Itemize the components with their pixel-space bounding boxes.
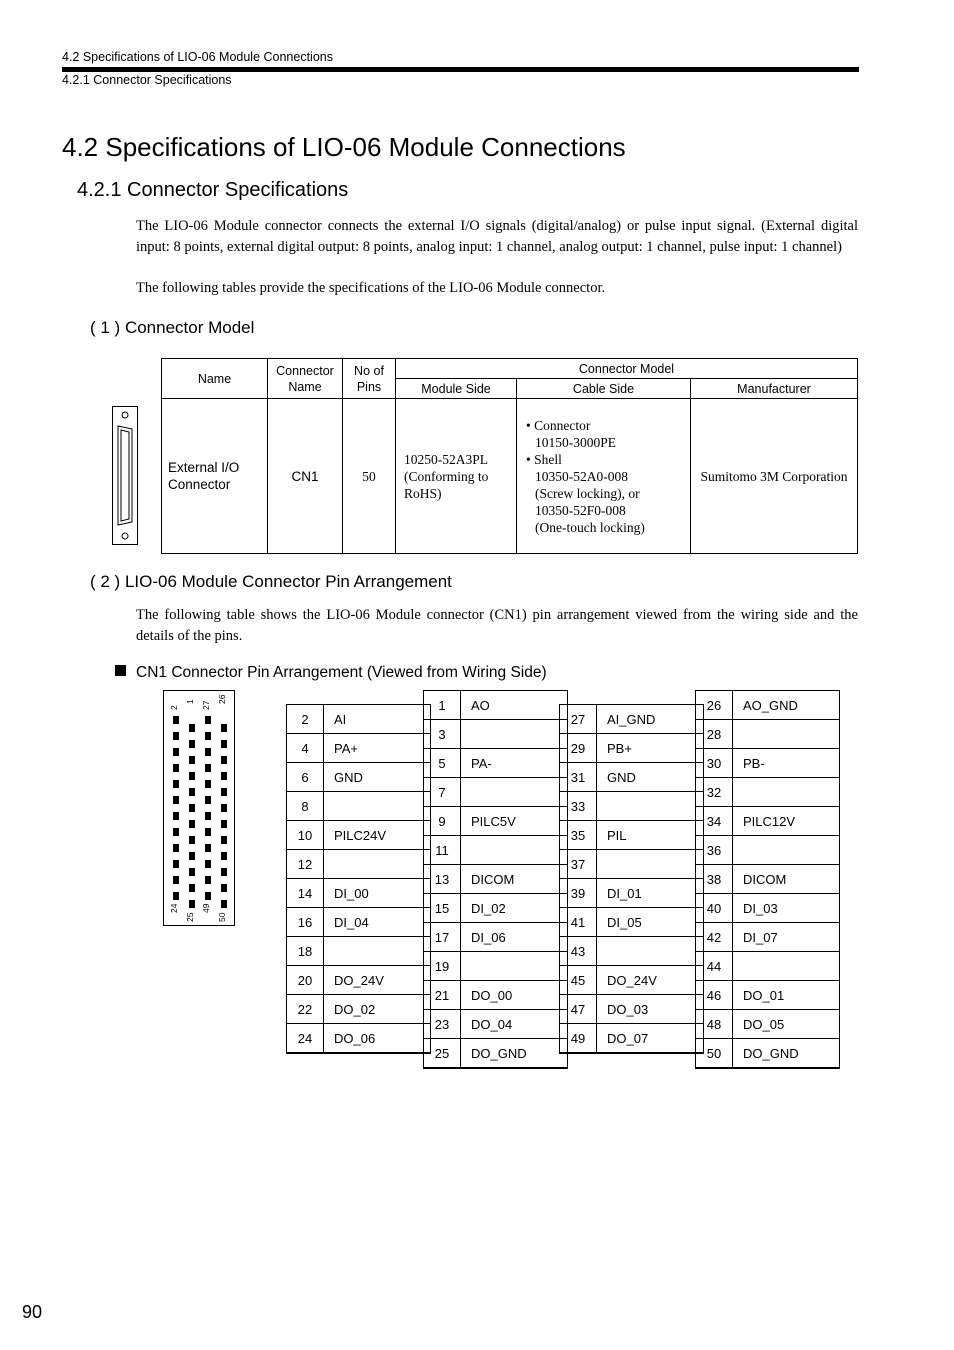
pin-number: 36	[696, 836, 733, 865]
cell-connector-name: CN1	[268, 399, 343, 554]
pin-table-column-2	[423, 690, 568, 1069]
pin-square	[205, 860, 211, 868]
pin-row	[696, 981, 840, 1010]
pin-signal: DICOM	[733, 865, 840, 894]
cable-line: 10150-3000PE	[535, 434, 616, 450]
header-no-of-pins: No of Pins	[343, 359, 396, 399]
pin-row	[560, 821, 704, 850]
pin-signal: GND	[597, 763, 704, 792]
pin-signal: PB+	[597, 734, 704, 763]
pin-square	[221, 756, 227, 764]
pin-number: 20	[287, 966, 324, 995]
pin-square	[189, 900, 195, 908]
pin-square	[173, 844, 179, 852]
pin-signal: DO_01	[733, 981, 840, 1010]
pin-row	[560, 763, 704, 792]
pin-square	[205, 828, 211, 836]
pin-number: 16	[287, 908, 324, 937]
pin-signal: DO_03	[597, 995, 704, 1024]
pin-number: 47	[560, 995, 597, 1024]
pin-square	[189, 740, 195, 748]
pin-number: 35	[560, 821, 597, 850]
pin-signal	[733, 778, 840, 807]
pin-number: 40	[696, 894, 733, 923]
pin-number: 11	[424, 836, 461, 865]
pin-row	[696, 807, 840, 836]
header-module-side: Module Side	[396, 379, 517, 399]
cell-pins: 50	[343, 399, 396, 554]
pin-square	[173, 716, 179, 724]
pin-signal: DI_07	[733, 923, 840, 952]
header-connector-name: Connector Name	[268, 359, 343, 399]
pin-row	[287, 850, 431, 879]
pin-number: 1	[424, 691, 461, 720]
pin-signal	[324, 937, 431, 966]
pin-layout-diagram	[163, 690, 236, 927]
pin-square	[205, 748, 211, 756]
pin-square	[189, 852, 195, 860]
pin-square	[189, 756, 195, 764]
header-name: Name	[162, 359, 268, 399]
pin-row	[287, 1024, 431, 1054]
pin-signal: DO_06	[324, 1024, 431, 1054]
pin-signal: DO_GND	[733, 1039, 840, 1069]
pin-number: 32	[696, 778, 733, 807]
pin-row	[287, 763, 431, 792]
diagram-label-2: 2	[169, 705, 179, 710]
pin-number: 26	[696, 691, 733, 720]
pin-row	[424, 1039, 568, 1069]
pin-signal: PB-	[733, 749, 840, 778]
pin-signal	[597, 792, 704, 821]
pin-row	[560, 879, 704, 908]
diagram-label-24: 24	[169, 903, 179, 913]
page-subtitle: 4.2.1 Connector Specifications	[77, 179, 349, 201]
bullet-square	[115, 665, 126, 676]
pin-square	[221, 740, 227, 748]
pin-number: 33	[560, 792, 597, 821]
pin-signal: DICOM	[461, 865, 568, 894]
pin-square	[173, 748, 179, 756]
pin-number: 49	[560, 1024, 597, 1054]
pin-row	[287, 995, 431, 1024]
pin-signal: DO_02	[324, 995, 431, 1024]
pin-row	[424, 923, 568, 952]
pin-row	[560, 995, 704, 1024]
pin-row	[696, 720, 840, 749]
pin-signal: GND	[324, 763, 431, 792]
pin-square	[189, 820, 195, 828]
pin-signal	[461, 778, 568, 807]
pin-row	[696, 749, 840, 778]
pin-row	[560, 908, 704, 937]
pin-signal: DO_00	[461, 981, 568, 1010]
pin-number: 48	[696, 1010, 733, 1039]
pin-row	[696, 836, 840, 865]
pin-square	[205, 844, 211, 852]
pin-row	[696, 923, 840, 952]
pin-signal: DI_03	[733, 894, 840, 923]
pin-number: 28	[696, 720, 733, 749]
pin-number: 31	[560, 763, 597, 792]
diagram-label-49: 49	[201, 903, 211, 913]
pin-number: 25	[424, 1039, 461, 1069]
pin-square	[205, 876, 211, 884]
running-header-section: 4.2 Specifications of LIO-06 Module Connections	[62, 50, 333, 64]
pin-row	[424, 807, 568, 836]
diagram-label-26: 26	[217, 694, 227, 704]
pin-signal: AO	[461, 691, 568, 720]
pin-number: 29	[560, 734, 597, 763]
pin-signal: AI	[324, 705, 431, 734]
header-manufacturer: Manufacturer	[691, 379, 858, 399]
pin-number: 22	[287, 995, 324, 1024]
pin-signal: DO_05	[733, 1010, 840, 1039]
pin-number: 43	[560, 937, 597, 966]
section-1-title: ( 1 ) Connector Model	[90, 318, 255, 337]
pin-signal: PILC12V	[733, 807, 840, 836]
header-cable-side: Cable Side	[517, 379, 691, 399]
cell-manufacturer: Sumitomo 3M Corporation	[691, 399, 858, 554]
header-connector-model: Connector Model	[396, 359, 858, 379]
pin-number: 9	[424, 807, 461, 836]
pin-number: 30	[696, 749, 733, 778]
pin-signal: DO_04	[461, 1010, 568, 1039]
cell-module-side: 10250-52A3PL (Conforming to RoHS)	[396, 399, 517, 554]
pin-number: 4	[287, 734, 324, 763]
pin-signal: PILC24V	[324, 821, 431, 850]
pin-row	[424, 691, 568, 720]
cable-line: 10350-52F0-008	[535, 502, 626, 518]
pin-signal: DO_24V	[324, 966, 431, 995]
pin-number: 44	[696, 952, 733, 981]
pin-square	[205, 764, 211, 772]
pin-signal: PA+	[324, 734, 431, 763]
pin-signal: PIL	[597, 821, 704, 850]
pin-square	[221, 836, 227, 844]
pin-signal	[733, 836, 840, 865]
pin-row	[287, 908, 431, 937]
pin-square	[189, 772, 195, 780]
cable-line: (Screw locking), or	[535, 485, 640, 501]
pin-signal: DO_GND	[461, 1039, 568, 1069]
pin-square	[189, 884, 195, 892]
pin-table-column-3	[559, 704, 704, 1054]
pin-number: 15	[424, 894, 461, 923]
pin-row	[424, 749, 568, 778]
cable-line: • Shell	[526, 451, 562, 467]
pin-number: 34	[696, 807, 733, 836]
pin-row	[560, 792, 704, 821]
pin-signal: AI_GND	[597, 705, 704, 734]
pin-square	[189, 724, 195, 732]
pin-row	[424, 720, 568, 749]
pin-number: 14	[287, 879, 324, 908]
pin-row	[424, 1010, 568, 1039]
pin-square	[173, 860, 179, 868]
pin-row	[287, 937, 431, 966]
pin-signal: DI_04	[324, 908, 431, 937]
pin-signal: PILC5V	[461, 807, 568, 836]
pin-square	[205, 716, 211, 724]
pin-row	[287, 821, 431, 850]
pin-row	[560, 734, 704, 763]
pin-square	[189, 836, 195, 844]
pin-row	[424, 778, 568, 807]
pin-square	[189, 868, 195, 876]
cell-name: External I/O Connector	[162, 399, 268, 554]
pin-row	[560, 1024, 704, 1054]
pin-row	[696, 952, 840, 981]
pin-square	[205, 732, 211, 740]
pin-row	[696, 894, 840, 923]
pin-signal	[324, 850, 431, 879]
pin-number: 45	[560, 966, 597, 995]
pin-number: 13	[424, 865, 461, 894]
pin-number: 6	[287, 763, 324, 792]
pin-signal: DI_05	[597, 908, 704, 937]
pin-square	[205, 892, 211, 900]
pin-square	[221, 724, 227, 732]
pin-number: 5	[424, 749, 461, 778]
diagram-label-1: 1	[185, 699, 195, 704]
pin-number: 8	[287, 792, 324, 821]
pin-row	[424, 836, 568, 865]
pin-number: 23	[424, 1010, 461, 1039]
pin-number: 19	[424, 952, 461, 981]
pin-number: 41	[560, 908, 597, 937]
pin-row	[424, 952, 568, 981]
pin-number: 24	[287, 1024, 324, 1054]
pin-number: 46	[696, 981, 733, 1010]
pin-row	[424, 981, 568, 1010]
pin-square	[173, 876, 179, 884]
pin-row	[560, 966, 704, 995]
page-number: 90	[22, 1302, 43, 1322]
pin-square	[173, 892, 179, 900]
pin-square	[173, 764, 179, 772]
pin-signal: PA-	[461, 749, 568, 778]
pin-square	[173, 732, 179, 740]
pin-row	[287, 705, 431, 734]
pin-row	[696, 691, 840, 720]
pin-square	[221, 868, 227, 876]
pin-table-column-4	[695, 690, 840, 1069]
pin-number: 21	[424, 981, 461, 1010]
pin-number: 27	[560, 705, 597, 734]
pin-square	[221, 772, 227, 780]
pin-square	[221, 900, 227, 908]
pin-number: 37	[560, 850, 597, 879]
pin-row	[696, 1010, 840, 1039]
pin-signal: DI_00	[324, 879, 431, 908]
pin-number: 7	[424, 778, 461, 807]
cell-cable-side	[517, 399, 691, 554]
pin-signal: DI_06	[461, 923, 568, 952]
pin-row	[287, 792, 431, 821]
pin-row	[424, 865, 568, 894]
pin-signal: AO_GND	[733, 691, 840, 720]
pin-square	[173, 812, 179, 820]
pin-square	[205, 780, 211, 788]
pin-row	[560, 850, 704, 879]
pin-row	[696, 778, 840, 807]
intro-paragraph: The LIO-06 Module connector connects the external I/O signals (digital/analog) or pulse input signal. (External digital input: 8 points, external digital output: 8 points, analog input: 1 channel, analog output: 1 channel, pulse input: 1 channel)	[136, 218, 858, 255]
pin-square	[173, 796, 179, 804]
pin-number: 18	[287, 937, 324, 966]
cable-line: (One-touch locking)	[535, 519, 645, 535]
pin-square	[221, 884, 227, 892]
pin-number: 17	[424, 923, 461, 952]
pin-signal	[733, 720, 840, 749]
diagram-label-25: 25	[185, 912, 195, 922]
pin-signal	[461, 836, 568, 865]
pin-number: 2	[287, 705, 324, 734]
pin-number: 39	[560, 879, 597, 908]
pin-row	[560, 937, 704, 966]
pin-number: 3	[424, 720, 461, 749]
pin-square	[221, 804, 227, 812]
pin-square	[221, 852, 227, 860]
diagram-label-50: 50	[217, 912, 227, 922]
pin-square	[173, 780, 179, 788]
pin-number: 10	[287, 821, 324, 850]
pin-row	[287, 879, 431, 908]
header-rule	[62, 67, 859, 72]
pin-table-column-1	[286, 704, 431, 1054]
pin-signal	[461, 720, 568, 749]
pin-row	[287, 966, 431, 995]
pin-number: 50	[696, 1039, 733, 1069]
section-2-text: The following table shows the LIO-06 Module connector (CN1) pin arrangement viewed from the wiring side and the details of the pins.	[136, 607, 858, 644]
pin-row	[696, 1039, 840, 1069]
pin-square	[189, 788, 195, 796]
pin-signal	[597, 850, 704, 879]
pin-square	[205, 812, 211, 820]
pin-square	[173, 828, 179, 836]
pin-square	[189, 804, 195, 812]
pin-signal: DI_01	[597, 879, 704, 908]
page-title: 4.2 Specifications of LIO-06 Module Connections	[62, 132, 626, 162]
section-2-title: ( 2 ) LIO-06 Module Connector Pin Arrangement	[90, 572, 452, 591]
connector-model-table	[161, 358, 858, 554]
pin-arrangement-title: CN1 Connector Pin Arrangement (Viewed from Wiring Side)	[115, 664, 547, 682]
diagram-label-27: 27	[201, 700, 211, 710]
pin-square	[221, 788, 227, 796]
pin-number: 12	[287, 850, 324, 879]
cable-line: 10350-52A0-008	[535, 468, 628, 484]
cable-line: • Connector	[526, 417, 591, 433]
connector-icon	[112, 406, 139, 546]
pin-square	[205, 796, 211, 804]
pin-row	[696, 865, 840, 894]
pin-square	[221, 820, 227, 828]
pin-row	[287, 734, 431, 763]
pin-signal	[324, 792, 431, 821]
pin-row	[424, 894, 568, 923]
pin-signal	[461, 952, 568, 981]
pin-signal	[733, 952, 840, 981]
intro-paragraph-2: The following tables provide the specifications of the LIO-06 Module connector.	[136, 280, 606, 296]
pin-signal	[597, 937, 704, 966]
pin-signal: DO_07	[597, 1024, 704, 1054]
pin-signal: DI_02	[461, 894, 568, 923]
running-header-subsection: 4.2.1 Connector Specifications	[62, 73, 232, 87]
pin-row	[560, 705, 704, 734]
pin-signal: DO_24V	[597, 966, 704, 995]
pin-number: 38	[696, 865, 733, 894]
pin-number: 42	[696, 923, 733, 952]
